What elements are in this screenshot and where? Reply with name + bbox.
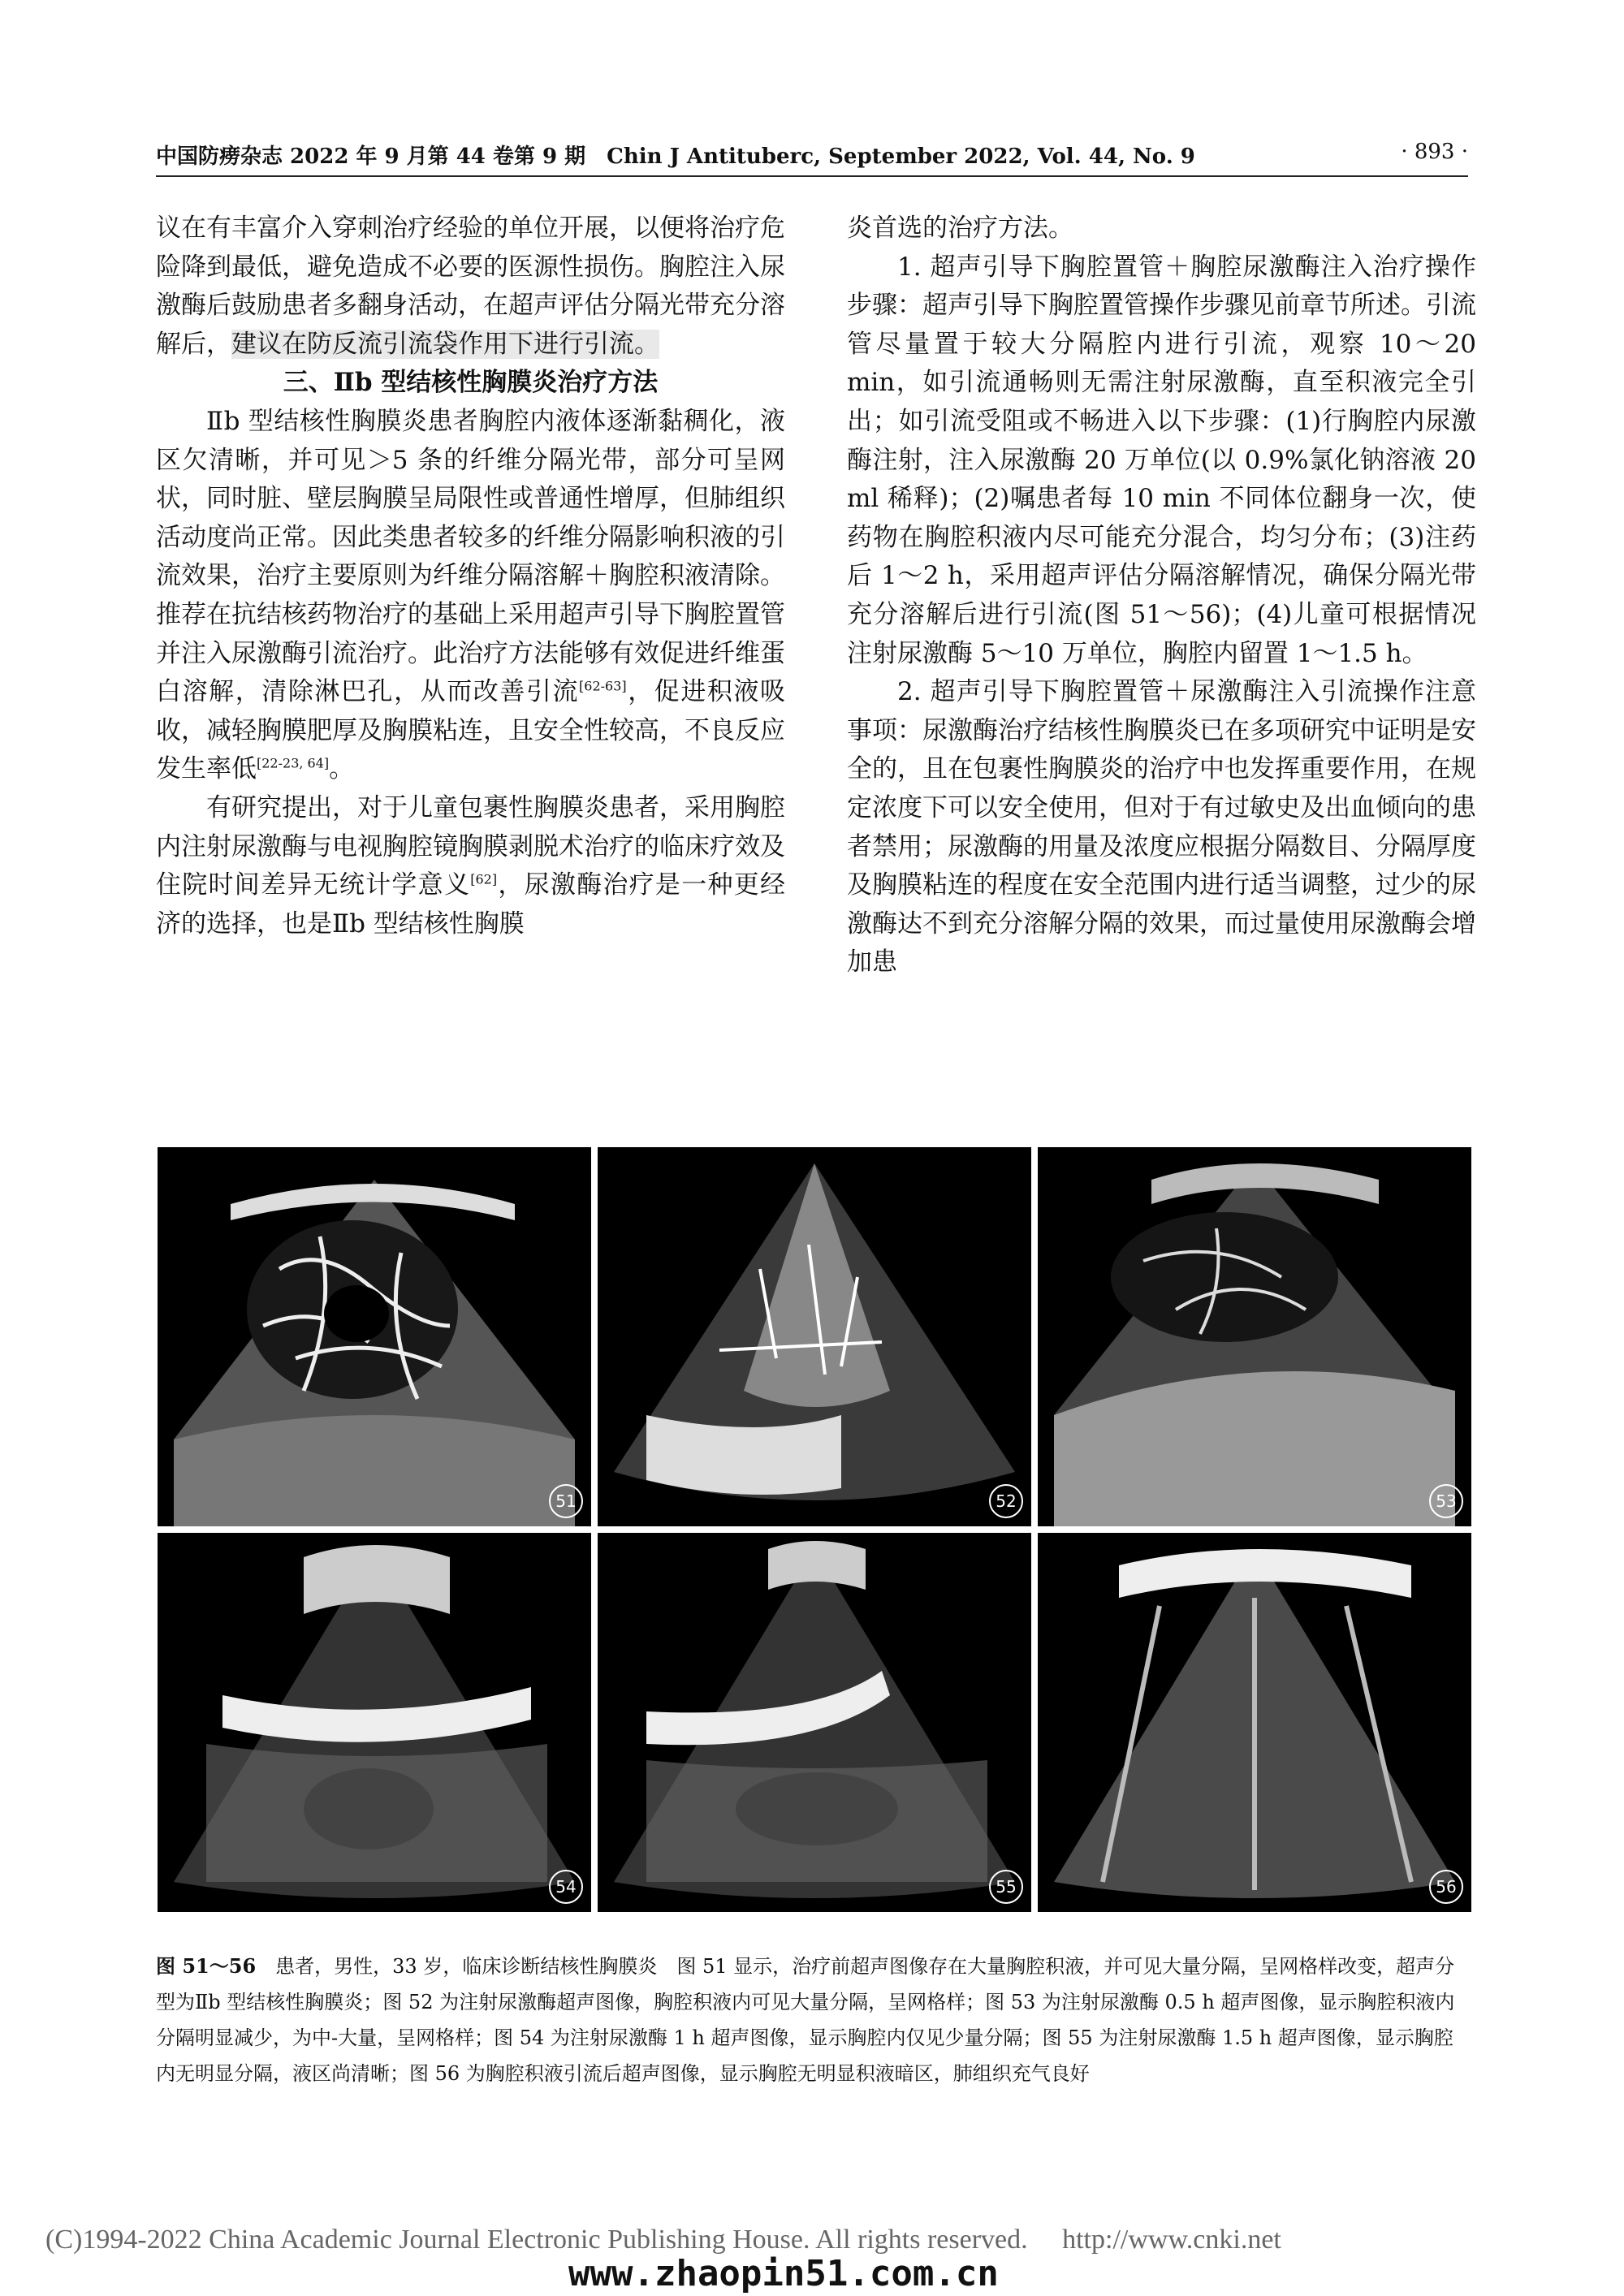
page-number: · 893 · [1401, 140, 1468, 164]
text-run: ，尿激酶治疗是一种更经济的选择，也是Ⅱb 型结核性胸膜 [156, 870, 786, 939]
right-column [847, 209, 1476, 982]
caption-label: 图 51～56 [156, 1954, 257, 1978]
paragraph: 2. 超声引导下胸腔置管＋尿激酶注入引流操作注意事项：尿激酶治疗结核性胸膜炎已在多项研究中证明是安全的，且在包裹性胸膜炎的治疗中也发挥重要作用，在规定浓度下可以安全使用，但对于有过敏史及出血倾向的患者禁用；尿激酶的用量及浓度应根据分隔数目、分隔厚度及胸膜粘连的程度在安全范围内进行适当调整，过少的尿激酶达不到充分溶解分隔的效果，而过量使用尿激酶会增加患 [847, 677, 1476, 978]
watermark-text: www.zhaopin51.com.cn [568, 2253, 999, 2294]
header-rule [156, 175, 1468, 177]
copyright-line: (C)1994-2022 China Academic Journal Electronic Publishing House. All rights reserved. http://www.cnki.net [45, 2225, 1281, 2255]
citation: [62] [470, 871, 498, 887]
journal-citation: 中国防痨杂志 2022 年 9 月第 44 卷第 9 期 Chin J Antituberc, September 2022, Vol. 44, No. 9 [156, 145, 1195, 169]
left-column [156, 209, 785, 943]
text-run: 议在有丰富介入穿刺治疗经验的单位开展，以便将治疗危险降到最低，避免造成不必要的医源性损伤。胸腔注入尿激酶后鼓励患者多翻身活动，在超声评估分隔光带充分溶解后， [156, 214, 785, 359]
figure-number-badge: 51 [549, 1484, 583, 1518]
figure-caption [156, 1949, 1468, 2091]
ultrasound-image-56 [1038, 1533, 1471, 1912]
text-run: 。 [329, 754, 355, 784]
figure-number-badge: 53 [1429, 1484, 1463, 1518]
figure-number-badge: 55 [989, 1870, 1023, 1904]
paragraph [156, 789, 785, 943]
text-run: Ⅱb 型结核性胸膜炎患者胸腔内液体逐渐黏稠化，液区欠清晰，并可见＞5 条的纤维分隔光带，部分可呈网状，同时脏、壁层胸膜呈局限性或普通性增厚，但肺组织活动度尚正常。因此类患者较多的纤维分隔影响积液的引流效果，治疗主要原则为纤维分隔溶解＋胸腔积液清除。推荐在抗结核药物治疗的基础上采用超声引导下胸腔置管并注入尿激酶引流治疗。此治疗方法能够有效促进纤维蛋白溶解，清除淋巴孔，从而改善引流 [156, 406, 785, 707]
citation: [62-63] [579, 678, 627, 694]
figure-number-badge: 54 [549, 1870, 583, 1904]
highlighted-text: 建议在防反流引流袋作用下进行引流。 [231, 329, 659, 359]
section-heading: 三、Ⅱb 型结核性胸膜炎治疗方法 [283, 368, 659, 398]
figure-number-badge: 52 [989, 1484, 1023, 1518]
text-run: ，促进积液吸收，减轻胸膜肥厚及胸膜粘连，且安全性较高，不良反应发生率低 [156, 677, 786, 784]
citation: [22-23, 64] [257, 755, 330, 771]
paragraph [156, 209, 785, 364]
ultrasound-image-52 [598, 1147, 1031, 1526]
caption-text: 患者，男性，33 岁，临床诊断结核性胸膜炎 图 51 显示，治疗前超声图像存在大量胸腔积液，并可见大量分隔，呈网格样改变，超声分型为Ⅱb 型结核性胸膜炎；图 52 为注射尿激酶超声图像，胸腔积液内可见大量分隔，呈网格样；图 53 为注射尿激酶 0.5 h 超声图像，显示胸腔积液内分隔明显减少，为中-大量，呈网格样；图 54 为注射尿激酶 1 h 超声图像，显示胸腔内仅见少量分隔；图 55 为注射尿激酶 1.5 h 超声图像，显示胸腔内无明显分隔，液区尚清晰；图 56 为胸腔积液引流后超声图像，显示胸腔无明显积液暗区，肺组织充气良好 [156, 1955, 1455, 2085]
paragraph: 炎首选的治疗方法。 [847, 214, 1073, 243]
running-header [156, 140, 1468, 172]
ultrasound-image-53 [1038, 1147, 1471, 1526]
text-run: 有研究提出，对于儿童包裹性胸膜炎患者，采用胸腔内注射尿激酶与电视胸腔镜胸膜剥脱术治疗的临床疗效及住院时间差异无统计学意义 [156, 792, 785, 900]
ultrasound-image-54 [158, 1533, 591, 1912]
paragraph: 1. 超声引导下胸腔置管＋胸腔尿激酶注入治疗操作步骤：超声引导下胸腔置管操作步骤见前章节所述。引流管尽量置于较大分隔腔内进行引流，观察 10～20 min，如引流通畅则无需注射尿激酶，直至积液完全引出；如引流受阻或不畅进入以下步骤：(1)行胸腔内尿激酶注射，注入尿激酶 20 万单位(以 0.9%氯化钠溶液 20 ml 稀释)；(2)嘱患者每 10 min 不同体位翻身一次，使药物在胸腔积液内尽可能充分混合，均匀分布；(3)注药后 1～2 h，采用超声评估分隔溶解情况，确保分隔光带充分溶解后进行引流(图 51～56)；(4)儿童可根据情况注射尿激酶 5～10 万单位，胸腔内留置 1～1.5 h。 [847, 252, 1476, 668]
figure-number-badge: 56 [1429, 1870, 1463, 1904]
paragraph [156, 403, 785, 789]
ultrasound-image-51 [158, 1147, 591, 1526]
ultrasound-image-55 [598, 1533, 1031, 1912]
